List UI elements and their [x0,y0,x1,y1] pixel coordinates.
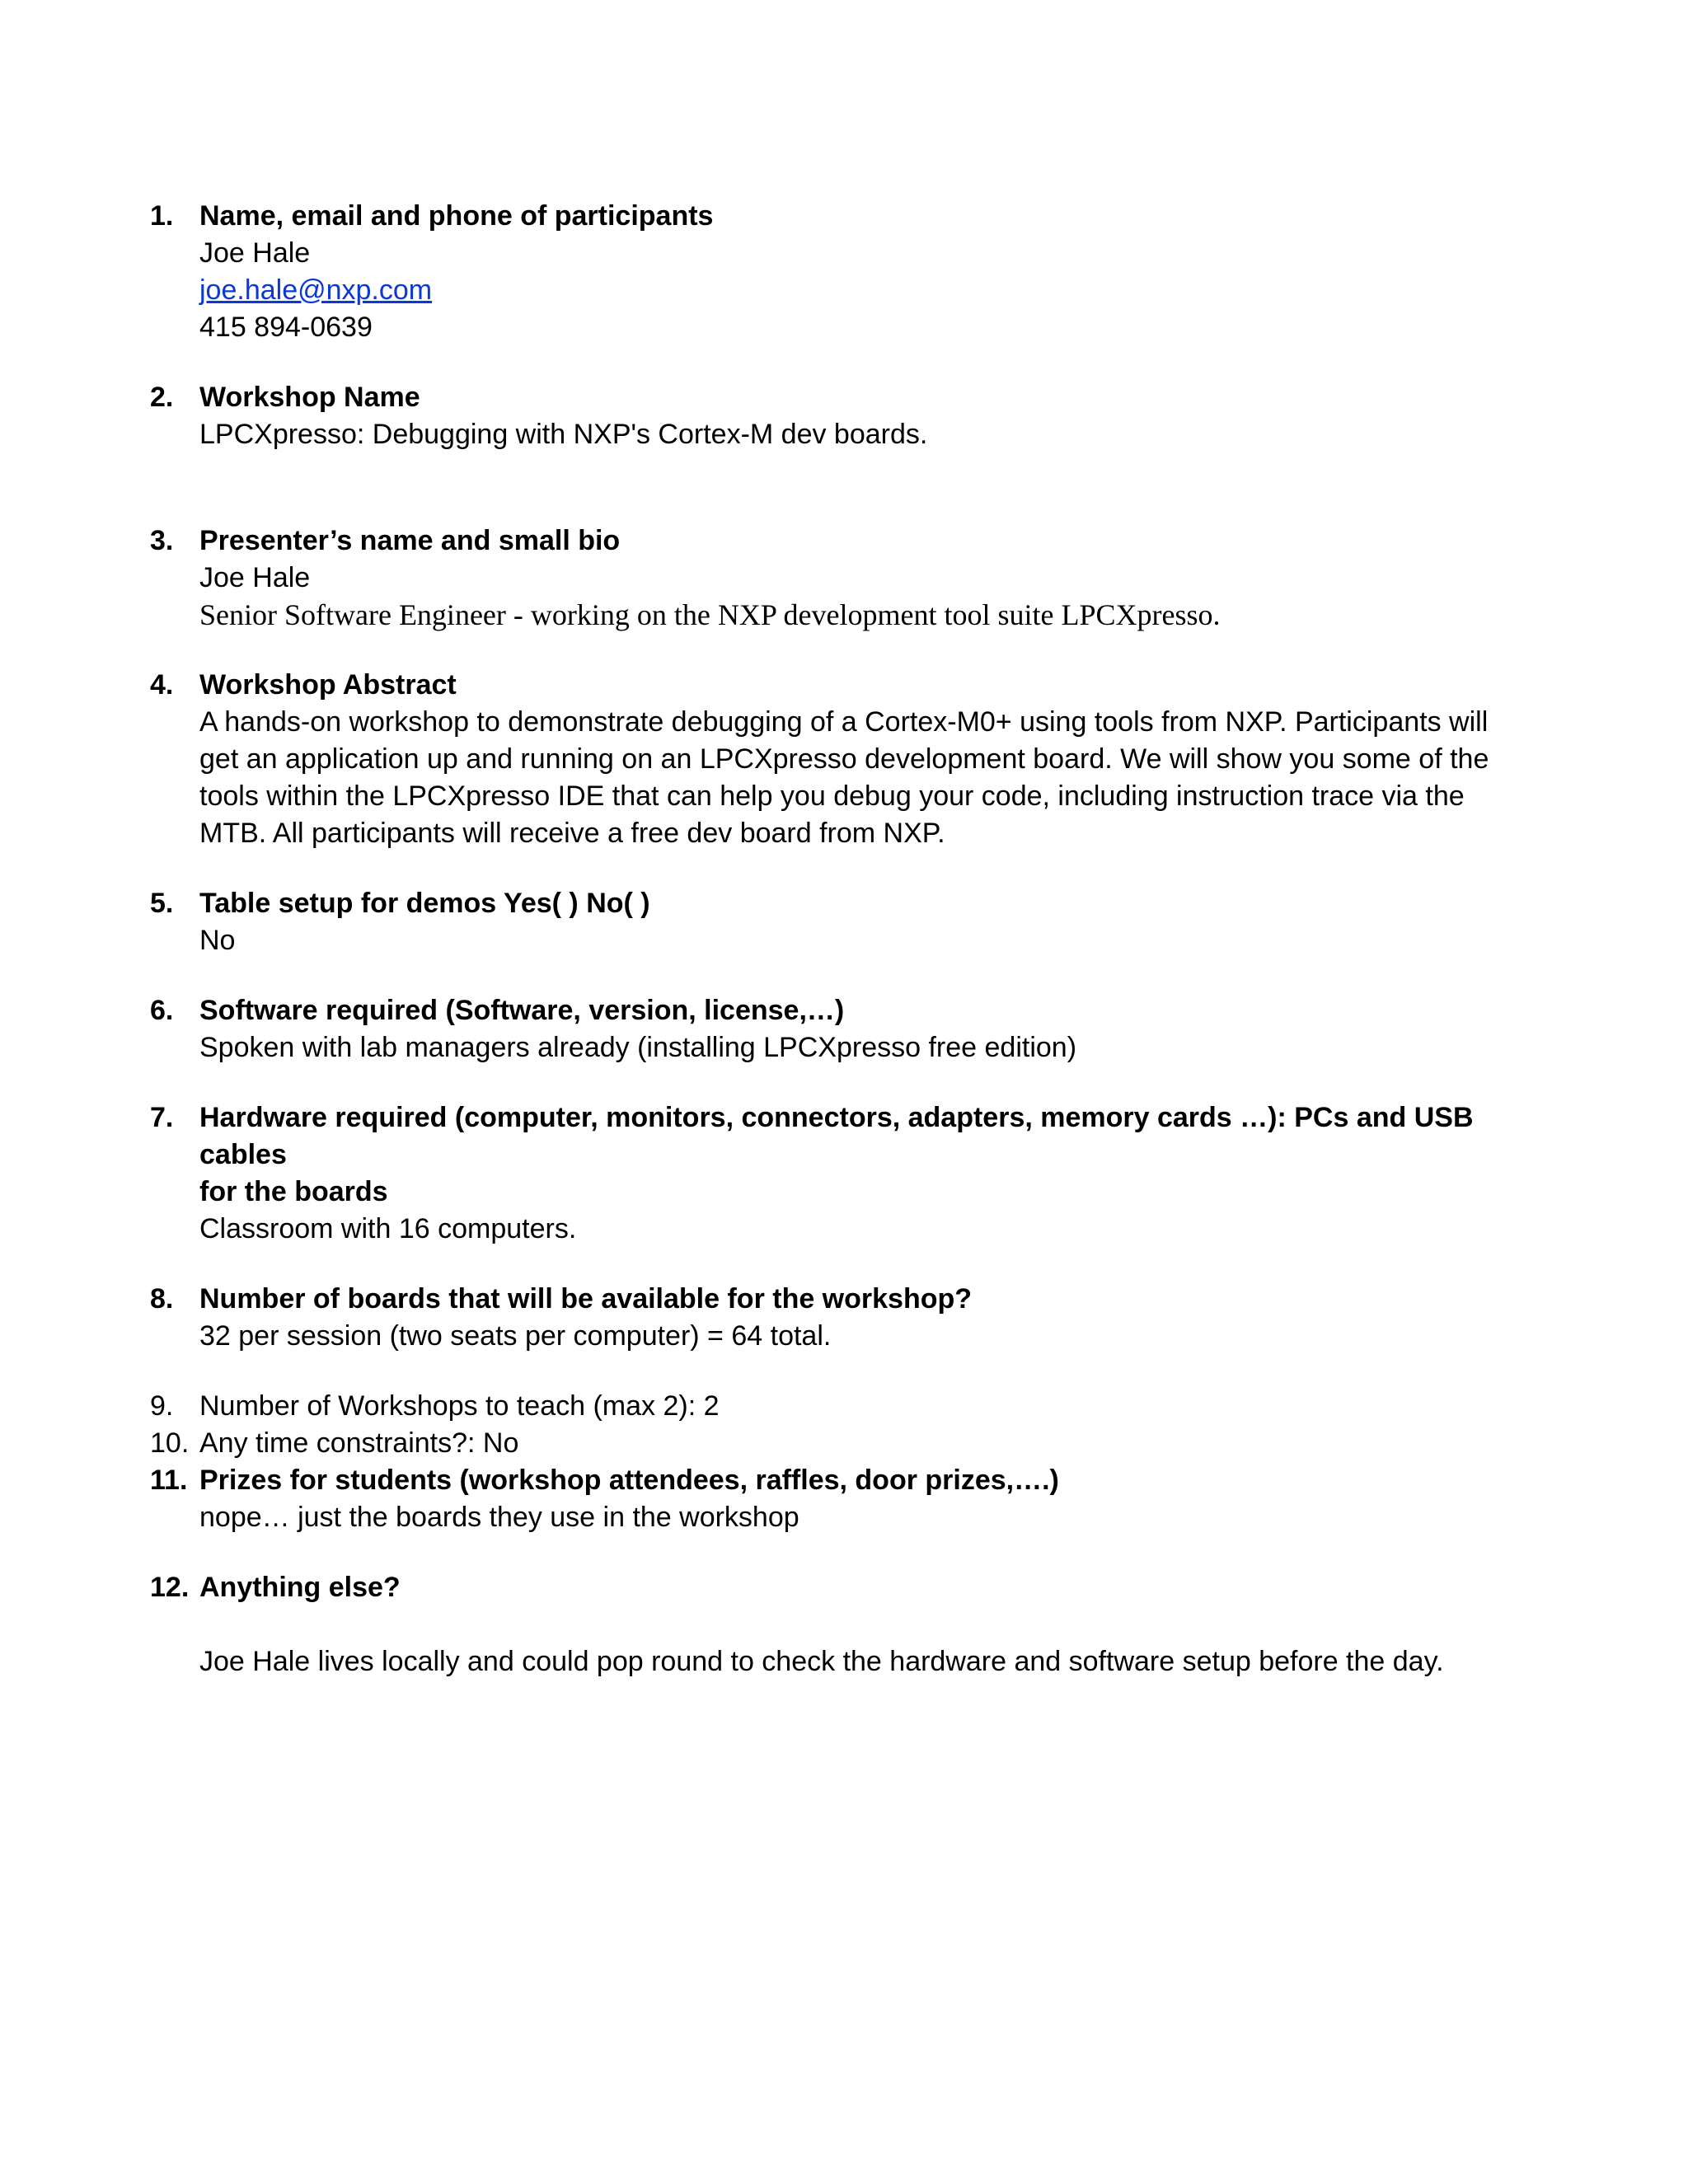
boards-answer: 32 per session (two seats per computer) = 64 total. [199,1320,832,1352]
abstract-line: get an application up and running on an LPCXpresso development board. We will show you some of the [199,743,1489,775]
list-item-3 [150,523,1518,634]
item-heading-continued: for the boards [199,1176,388,1207]
prizes-answer: nope… just the boards they use in the workshop [199,1502,799,1533]
list-item-9 [150,1388,1518,1425]
workshop-name: LPCXpresso: Debugging with NXP's Cortex-M dev boards. [199,419,928,450]
item-number: 7. [150,1102,174,1133]
item-heading: Presenter’s name and small bio [199,525,621,556]
item-number: 6. [150,995,174,1026]
abstract-line: A hands-on workshop to demonstrate debugging of a Cortex-M0+ using tools from NXP. Participants will [199,706,1489,738]
item-heading: Name, email and phone of participants [199,200,714,232]
list-item-6 [150,992,1518,1066]
time-constraints-text: Any time constraints?: No [199,1427,519,1459]
phone-number: 415 894-0639 [199,312,373,343]
item-number: 2. [150,382,174,413]
questionnaire-list [150,198,1518,1680]
list-item-10 [150,1425,1518,1462]
item-number: 5. [150,888,174,919]
item-number: 10. [150,1427,190,1459]
item-heading: Table setup for demos Yes( ) No( ) [199,888,650,919]
item-heading: Software required (Software, version, license,…) [199,995,845,1026]
list-item-2 [150,379,1518,453]
list-item-4 [150,667,1518,852]
item-heading: Hardware required (computer, monitors, connectors, adapters, memory cards …): PCs and USB cables [199,1102,1474,1170]
presenter-bio: Senior Software Engineer - working on the NXP development tool suite LPCXpresso. [199,598,1221,631]
list-item-7 [150,1099,1518,1248]
item-heading: Workshop Abstract [199,669,457,701]
abstract-line: tools within the LPCXpresso IDE that can help you debug your code, including instruction trace via the [199,780,1465,812]
email-link[interactable]: joe.hale@nxp.com [199,274,433,306]
software-answer: Spoken with lab managers already (installing LPCXpresso free edition) [199,1032,1077,1063]
item-number: 4. [150,669,174,701]
item-heading: Workshop Name [199,382,420,413]
item-number: 12. [150,1572,190,1603]
list-item-5 [150,885,1518,959]
item-number: 11. [150,1465,188,1496]
item-number: 1. [150,200,174,232]
list-item-12 [150,1569,1518,1680]
item-heading: Anything else? [199,1572,401,1603]
anything-else-answer: Joe Hale lives locally and could pop round to check the hardware and software setup before the day. [199,1646,1444,1677]
item-heading: Prizes for students (workshop attendees, raffles, door prizes,….) [199,1465,1059,1496]
list-item-11 [150,1462,1518,1536]
hardware-answer: Classroom with 16 computers. [199,1213,577,1244]
item-number: 8. [150,1283,174,1315]
workshops-count-text: Number of Workshops to teach (max 2): 2 [199,1390,720,1422]
list-item-8 [150,1281,1518,1355]
presenter-name: Joe Hale [199,562,311,593]
item-number: 3. [150,525,174,556]
list-item-1 [150,198,1518,346]
item-number: 9. [150,1390,174,1422]
item-heading: Number of boards that will be available for the workshop? [199,1283,973,1315]
abstract-line: MTB. All participants will receive a free dev board from NXP. [199,818,945,849]
table-setup-answer: No [199,925,236,956]
participant-name: Joe Hale [199,237,311,269]
